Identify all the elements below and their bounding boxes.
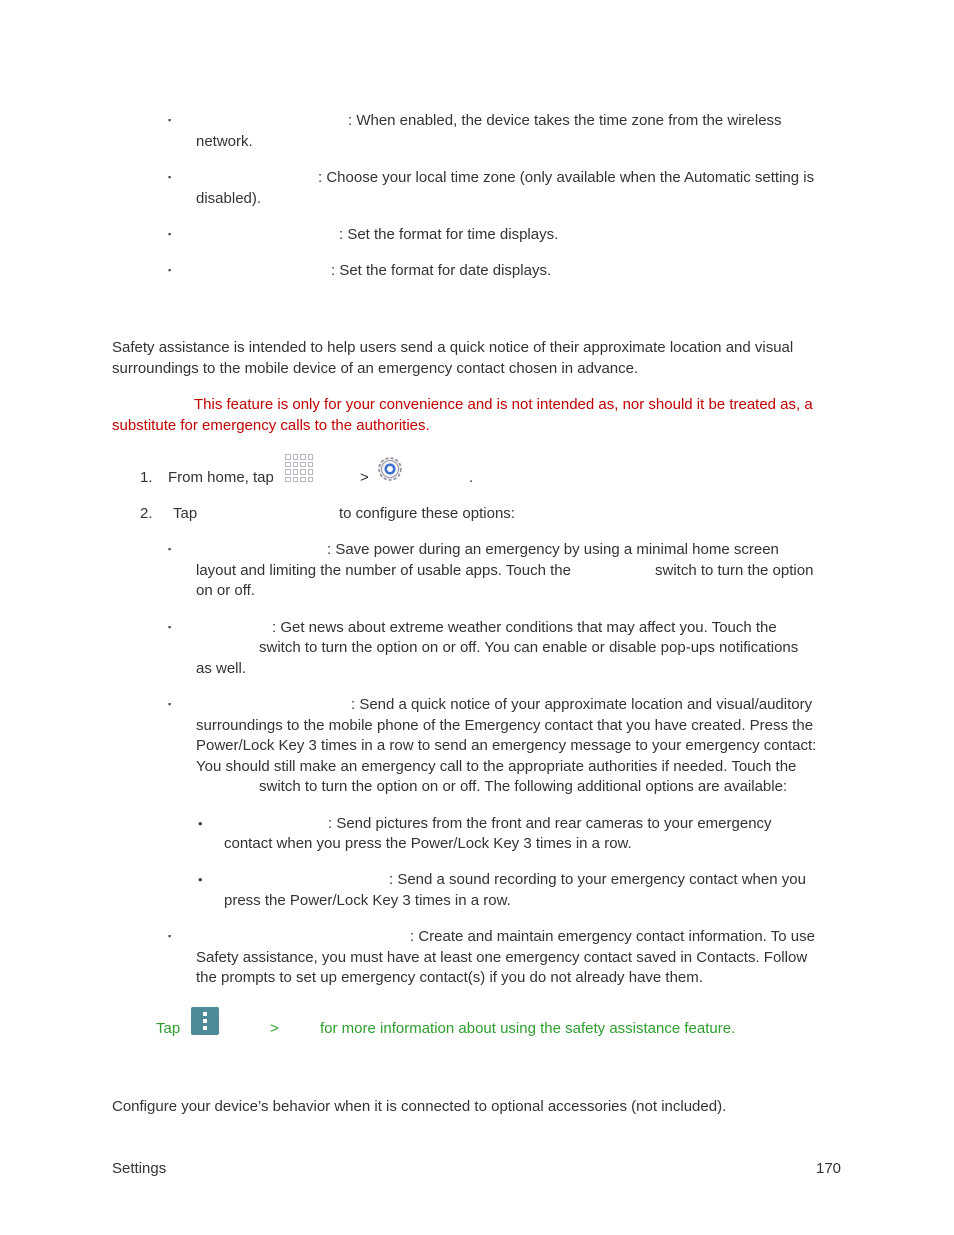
time-format-desc: : Set the format for time displays. bbox=[339, 226, 559, 243]
automatic-timezone-desc-cont: network. bbox=[196, 133, 253, 150]
send-sos-desc-line4: You should still make an emergency call to the appropriate authorities if needed. Touch the bbox=[196, 758, 797, 775]
bullet-icon: ▪ bbox=[168, 622, 172, 632]
bullet-icon: ▪ bbox=[168, 172, 172, 182]
step-1-end: . bbox=[469, 469, 474, 486]
manage-contacts-desc-line2: Safety assistance, you must have at least one emergency contact saved in Contacts. Follow bbox=[196, 949, 808, 966]
sub-bullet-icon: • bbox=[198, 816, 203, 831]
emergency-mode-desc-line2a: layout and limiting the number of usable apps. Touch the bbox=[196, 562, 571, 579]
safety-intro-line1: Safety assistance is intended to help users send a quick notice of their approximate location and visual bbox=[112, 339, 794, 356]
send-sos-desc-line1: : Send a quick notice of your approximate location and visual/auditory bbox=[351, 696, 813, 713]
attach-audio-desc-line1: : Send a sound recording to your emergency contact when you bbox=[389, 871, 806, 888]
step-2-rest: to configure these options: bbox=[339, 505, 515, 522]
date-format-desc: : Set the format for date displays. bbox=[331, 262, 552, 279]
attach-pictures-desc-line2: contact when you press the Power/Lock Key 3 times in a row. bbox=[224, 835, 632, 852]
select-timezone-desc-cont: disabled). bbox=[196, 190, 262, 207]
send-sos-desc-line3: Power/Lock Key 3 times in a row to send an emergency message to your emergency contact: bbox=[196, 737, 817, 754]
safety-warning-line2: substitute for emergency calls to the authorities. bbox=[112, 417, 430, 434]
emergency-mode-desc-line3: on or off. bbox=[196, 582, 255, 599]
bullet-icon: ▪ bbox=[168, 699, 172, 709]
settings-gear-icon bbox=[374, 453, 406, 485]
footer-section: Settings bbox=[112, 1160, 167, 1177]
tip-rest: for more information about using the safety assistance feature. bbox=[320, 1020, 736, 1037]
step-2-tap: Tap bbox=[173, 505, 198, 522]
select-timezone-desc: : Choose your local time zone (only available when the Automatic setting is bbox=[318, 169, 815, 186]
attach-audio-desc-line2: press the Power/Lock Key 3 times in a row. bbox=[224, 892, 511, 909]
tip-tap: Tap bbox=[156, 1020, 181, 1037]
bullet-icon: ▪ bbox=[168, 265, 172, 275]
attach-pictures-desc-line1: : Send pictures from the front and rear cameras to your emergency bbox=[328, 815, 772, 832]
send-sos-desc-line2: surroundings to the mobile phone of the Emergency contact that you have created. Press the bbox=[196, 717, 814, 734]
step-2-number: 2. bbox=[140, 505, 153, 522]
geo-news-desc-line2: switch to turn the option on or off. You can enable or disable pop-ups notifications bbox=[259, 639, 799, 656]
send-sos-desc-line5: switch to turn the option on or off. The following additional options are available: bbox=[259, 778, 788, 795]
manage-contacts-desc-line3: the prompts to set up emergency contact(s) if you do not already have them. bbox=[196, 969, 703, 986]
accessories-intro: Configure your device’s behavior when it is connected to optional accessories (not included). bbox=[112, 1098, 727, 1115]
bullet-icon: ▪ bbox=[168, 931, 172, 941]
automatic-timezone-desc: : When enabled, the device takes the time zone from the wireless bbox=[348, 112, 782, 129]
step-1-separator: > bbox=[360, 469, 369, 486]
tip-separator: > bbox=[270, 1020, 279, 1037]
manage-contacts-desc-line1: : Create and maintain emergency contact information. To use bbox=[410, 928, 815, 945]
sub-bullet-icon: • bbox=[198, 872, 203, 887]
emergency-mode-desc-line1: : Save power during an emergency by using a minimal home screen bbox=[327, 541, 779, 558]
geo-news-desc-line3: as well. bbox=[196, 660, 247, 677]
bullet-icon: ▪ bbox=[168, 544, 172, 554]
geo-news-desc-line1: : Get news about extreme weather conditions that may affect you. Touch the bbox=[272, 619, 777, 636]
bullet-icon: ▪ bbox=[168, 115, 172, 125]
emergency-mode-desc-line2b: switch to turn the option bbox=[655, 562, 814, 579]
bullet-icon: ▪ bbox=[168, 229, 172, 239]
more-options-icon bbox=[191, 1007, 219, 1035]
step-1-text: From home, tap bbox=[168, 469, 274, 486]
safety-warning-line1: This feature is only for your convenience and is not intended as, nor should it be treated as, a bbox=[194, 396, 813, 413]
page-number: 170 bbox=[816, 1160, 842, 1177]
step-1-number: 1. bbox=[140, 469, 153, 486]
safety-intro-line2: surroundings to the mobile device of an emergency contact chosen in advance. bbox=[112, 360, 639, 377]
apps-grid-icon bbox=[285, 454, 313, 482]
